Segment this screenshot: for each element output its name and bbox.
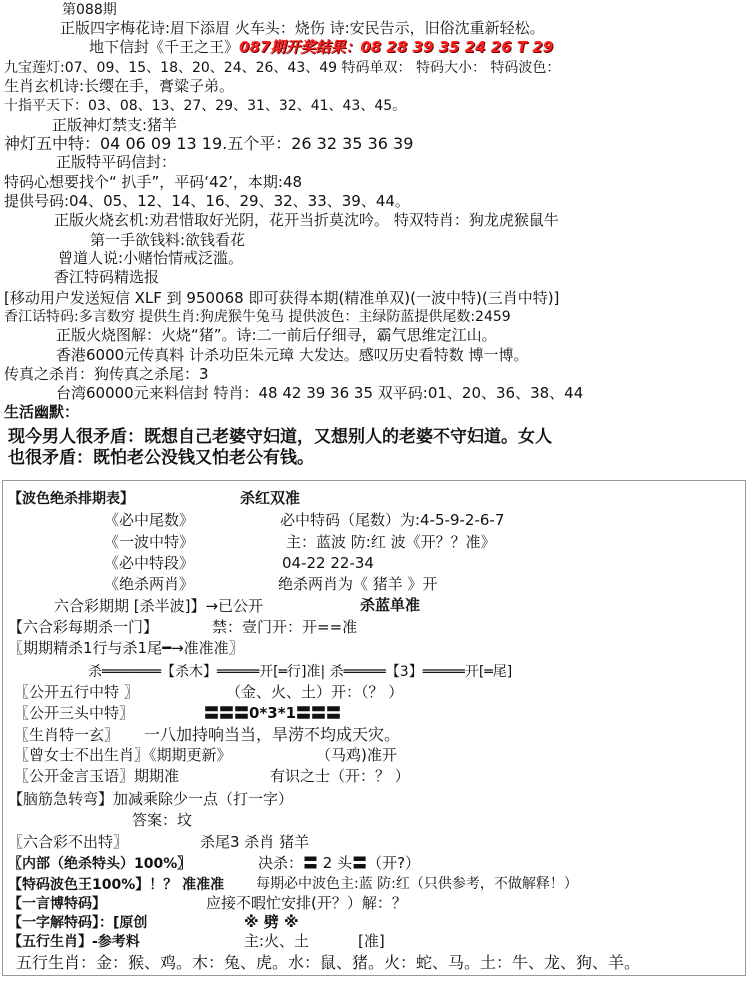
issue-number: 第088期 <box>62 2 117 18</box>
row-value: 禁：壹门开：开==准 <box>212 618 358 636</box>
row-value: 一八加持响当当，旱涝不均成天灾。 <box>144 725 401 744</box>
row-label: 《必中特段》 <box>104 554 195 572</box>
envelope-label: 地下信封《千王之王》 <box>89 38 240 56</box>
row-value: 有识之士（开：？ ） <box>270 767 410 785</box>
joke-line: 现今男人很矛盾：既想自己老婆守妇道，又想别人的老婆不守妇道。女人 <box>8 427 552 447</box>
row-label: 〖期期精杀1行与杀1尾━→准准准〗 <box>8 639 244 657</box>
row-value: 决杀：〓 2 头〓（开?） <box>258 854 421 872</box>
section-heading: 【波色绝杀排期表】 <box>8 491 134 507</box>
text-line: 正版火烧图解：火烧“猪”。诗:二一前后仔细寻，霸气思维定江山。 <box>56 326 497 344</box>
text-line: 香江特码精选报 <box>54 268 160 286</box>
text-line: 传真之杀肖：狗传真之杀尾：3 <box>4 365 209 383</box>
text-line: 神灯五中特：04 06 09 13 19.五个平：26 32 35 36 39 <box>4 134 414 153</box>
row-label: 【一言博特码】 <box>8 896 106 912</box>
row-label: 〖六合彩不出特〗 <box>8 833 129 851</box>
draw-result: 087期开奖结果：08 28 39 35 24 26 T 29 <box>239 38 554 56</box>
row-value: 每期必中波色主:蓝 防:红（只供参考，不做解释！） <box>256 876 578 892</box>
row-label: 〖公开三头中特〗 <box>14 704 135 722</box>
joke-line: 也很矛盾：既怕老公没钱又怕老公有钱。 <box>8 448 314 468</box>
row-label: 【脑筋急转弯】加减乘除少一点（打一字） <box>8 790 294 808</box>
row-label: 〖曾女士不出生肖〗《期期更新》 <box>14 746 232 764</box>
row-value: 〓〓〓0*3*1〓〓〓 <box>204 704 342 722</box>
row-value: （金、火、土）开：（？ ） <box>226 683 404 701</box>
row-value: ※ 劈 ※ <box>244 913 299 931</box>
text-line: 第一手欲钱料:欲钱看花 <box>90 231 246 249</box>
row-value: 必中特码（尾数）为:4-5-9-2-6-7 <box>280 511 505 529</box>
text-line: 九宝莲灯:07、09、15、18、20、24、26、43、49 特码单双： 特码大小： 特码波色： <box>4 60 561 76</box>
text-line: 正版神灯禁支:猪羊 <box>52 116 178 134</box>
row-value: （马鸡)准开 <box>316 746 397 764</box>
text-line: 香港6000元传真料 计杀功臣朱元璋 大发达。感叹历史看特数 博一博。 <box>56 346 529 364</box>
text-line: 台湾60000元来料信封 特肖：48 42 39 36 35 双平码:01、20、36、38、44 <box>56 384 584 402</box>
kill-row: 杀═══════【杀木】═════开[═行]准| 杀═════【3】═════开[═尾] <box>88 664 513 680</box>
row-value: 主:火、土 <box>244 932 310 950</box>
text-line: 提供号码:04、05、12、14、16、29、32、33、39、44。 <box>4 192 410 210</box>
row-value: 绝杀两肖为《 猪羊 》开 <box>278 575 438 593</box>
row-label: 【五行生肖】-参考料 <box>8 934 140 950</box>
row-label: 【六合彩每期杀一门】 <box>8 618 159 636</box>
row-label: 【一字解特码】：[原创 <box>8 915 148 931</box>
row-label: 〖公开五行中特 〗 <box>14 683 139 701</box>
row-value: 应接不暇忙安排(开？）解：？ <box>206 894 407 912</box>
text-line: 正版特平码信封： <box>56 153 177 171</box>
row-label: 《绝杀两肖》 <box>104 575 195 593</box>
row-label: 《必中尾数》 <box>104 511 195 529</box>
section-badge: 杀蓝单准 <box>360 596 421 614</box>
text-line: 正版火烧玄机:劝君惜取好光阴，花开当折莫沈吟。 特双特肖：狗龙虎猴鼠牛 <box>54 211 559 229</box>
text-line: 生肖玄机诗:长缨在手，膏粱子弟。 <box>4 77 235 95</box>
row-value: 主：蓝波 防:红 波《开？？准》 <box>286 533 496 551</box>
header-envelope <box>89 40 553 55</box>
row-label: 〖内部（绝杀特头）100%〗 <box>8 856 192 872</box>
row-value: 杀尾3 杀肖 猪羊 <box>200 833 310 851</box>
row-label: 【特码波色王100%】！？ 准准准 <box>8 877 225 893</box>
text-line: 十指平天下：03、08、13、27、29、31、32、41、43、45。 <box>4 98 407 114</box>
row-value: 答案：坟 <box>132 811 193 829</box>
sms-promo: [移动用户发送短信 XLF 到 950068 即可获得本期(精准单双)(一波中特)(三肖中特)] <box>4 289 560 307</box>
row-label: 〖公开金言玉语〗期期准 <box>14 767 180 785</box>
five-elements-line: 五行生肖：金：猴、鸡。木：兔、虎。水：鼠、猪。火：蛇、马。土：牛、龙、狗、羊。 <box>16 953 641 972</box>
row-label: 六合彩期期 [杀半波]】→已公开 <box>54 597 264 615</box>
row-value: [准] <box>358 932 385 950</box>
humor-heading: 生活幽默： <box>4 403 80 421</box>
text-line: 香江话特码:多言数穷 提供生肖:狗虎猴牛兔马 提供波色：主绿防蓝提供尾数:2459 <box>4 309 511 325</box>
row-label: 〖生肖特一玄〗 <box>14 726 120 744</box>
row-label: 《一波中特》 <box>104 533 195 551</box>
section-badge: 杀红双准 <box>240 489 301 507</box>
text-line: 特码心想要找个“ 扒手”，平码‘42’，本期:48 <box>4 173 303 191</box>
row-value: 04-22 22-34 <box>282 554 374 572</box>
text-line: 曾道人说:小赌怡情戒泛滥。 <box>58 249 244 267</box>
header-line: 正版四字梅花诗:眉下添眉 火车头：烧伤 诗:安民告示，旧俗沈重新轻松。 <box>60 19 545 37</box>
